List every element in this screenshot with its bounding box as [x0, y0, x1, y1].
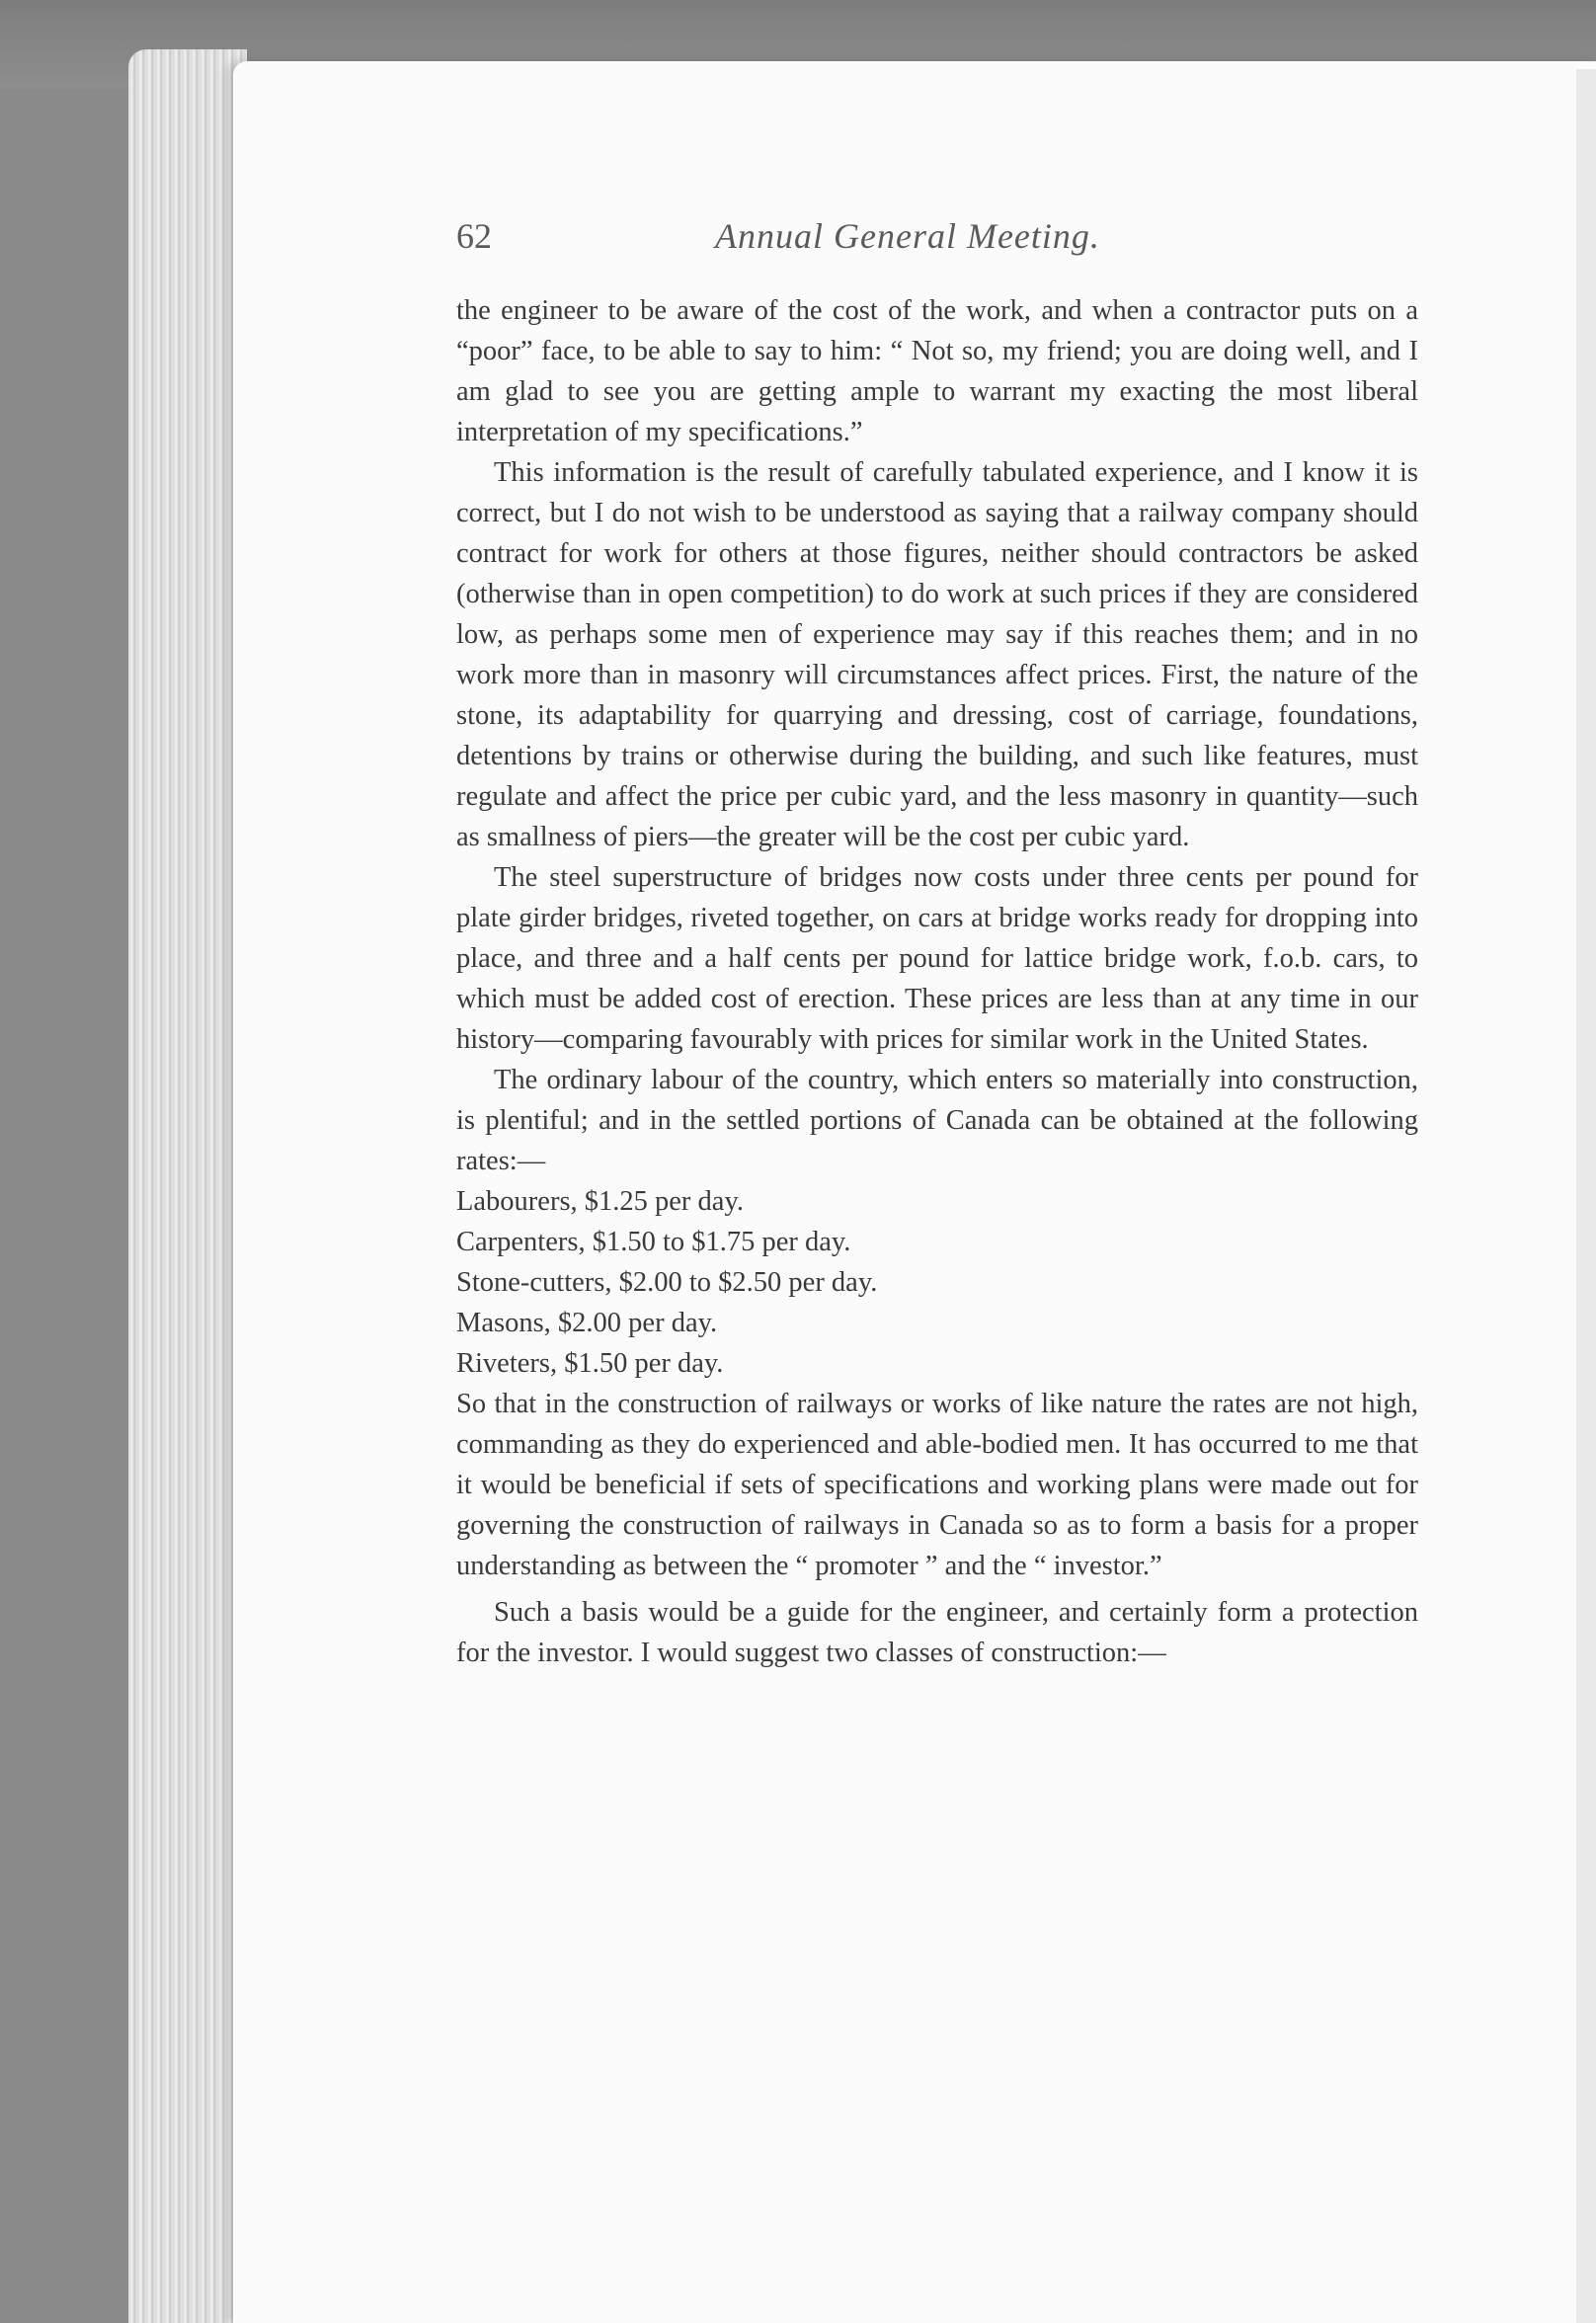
paragraph-classes-of-construction: Such a basis would be a guide for the engineer, and certainly form a protection for the investor. I would suggest two classes of construction:— — [456, 1597, 1418, 1668]
rate-labourers: Labourers, $1.25 per day. — [456, 1186, 744, 1217]
paragraph-continued: the engineer to be aware of the cost of the work, and when a contractor puts on a “poor” face, to be able to say to him: “ Not so, my friend; you are doing well, and I am glad to see you are getting ample to warrant my exacting the most liberal interpretation of my specifications.” — [456, 295, 1418, 447]
page-number: 62 — [456, 216, 492, 256]
paragraph-information: This information is the result of carefully tabulated experience, and I know it is correct, but I do not wish to be understood as saying that a railway company should contract for work for others at those figures, neither should contractors be asked (otherwise than in open competition) to do work at such prices if they are considered low, as perhaps some men of experience may say if this reaches them; and in no work more than in masonry will circumstances affect prices. First, the nature of the stone, its adaptability for quarrying and dressing, cost of carriage, foundations, detentions by trains or otherwise during the building, and such like features, must regulate and affect the price per cubic yard, and the less masonry in quantity—such as smallness of piers—the greater will be the cost per cubic yard. — [456, 457, 1418, 852]
page-header — [456, 209, 1444, 269]
rate-riveters: Riveters, $1.50 per day. — [456, 1348, 724, 1379]
page-body — [456, 290, 1418, 1673]
paragraph-steel-superstructure: The steel superstructure of bridges now costs under three cents per pound for plate girder bridges, riveted together, on cars at bridge works ready for dropping into place, and three and a half cents per pound for lattice bridge work, f.o.b. cars, to which must be added cost of erection. These prices are less than at any time in our history—comparing favourably with prices for similar work in the United States. — [456, 862, 1418, 1055]
book-right-edge — [1576, 69, 1596, 2323]
paragraph-construction-rates: So that in the construction of railways or works of like nature the rates are not high, commanding as they do experienced and able-bodied men. It has occurred to me that it would be beneficial if sets of specifications and working plans were made out for governing the construction of railways in Canada so as to form a basis for a proper understanding as between the “ promoter ” and the “ investor.” — [456, 1389, 1418, 1581]
rate-carpenters: Carpenters, $1.50 to $1.75 per day. — [456, 1227, 851, 1257]
rate-masons: Masons, $2.00 per day. — [456, 1308, 718, 1338]
rate-stone-cutters: Stone-cutters, $2.00 to $2.50 per day. — [456, 1267, 878, 1298]
book-page-edges — [128, 49, 247, 2323]
running-title: Annual General Meeting. — [715, 216, 1100, 256]
paragraph-labour: The ordinary labour of the country, which enters so materially into construction, is plentiful; and in the settled portions of Canada can be obtained at the following rates:— — [456, 1065, 1418, 1176]
